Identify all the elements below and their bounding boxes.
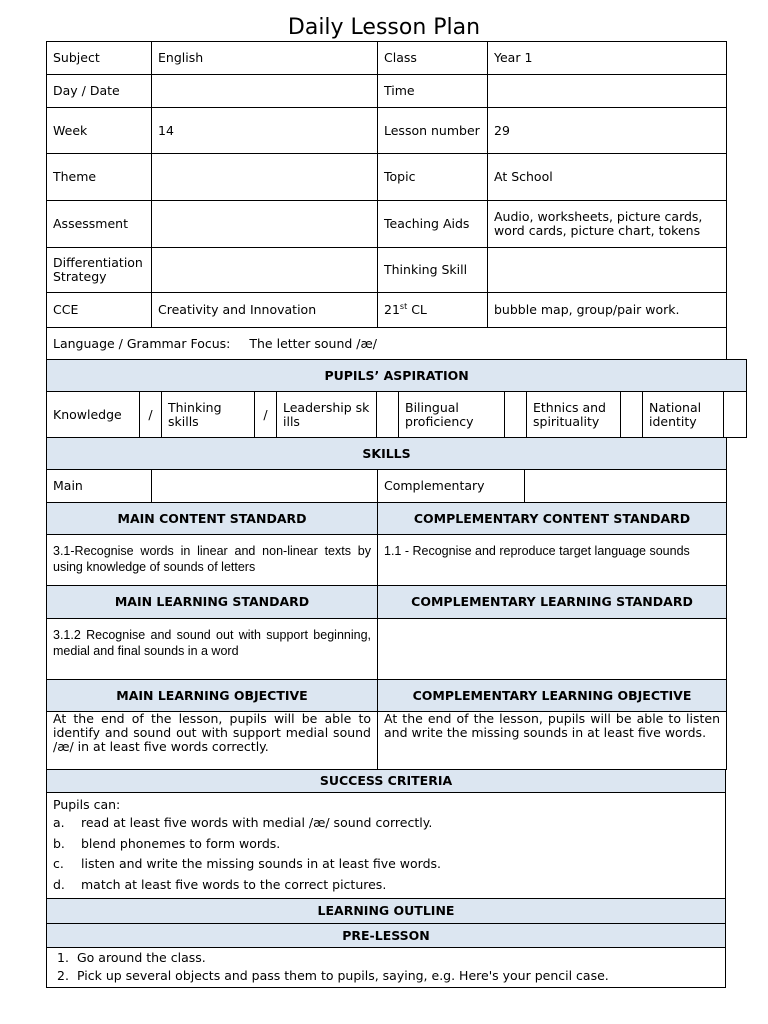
list-item [49,967,719,985]
thinking-skill-label: Thinking Skill [378,248,488,293]
success-criteria-intro: Pupils can: [53,797,121,812]
info-row-assessment [47,201,727,248]
complementary-content-standard-text: 1.1 - Recognise and reproduce target language sounds [378,535,727,586]
main-learning-objective-text: At the end of the lesson, pupils will be able to identify and sound out with support medial sound /æ/ in at least five words correctly. [47,712,378,770]
complementary-learning-standard-text [378,619,727,680]
date-label: Day / Date [47,75,152,108]
success-criteria-body [47,793,726,899]
list-item-text: match at least five words to the correct pictures. [81,876,387,892]
main-content-standard-text: 3.1-Recognise words in linear and non-linear texts by using knowledge of sounds of letters [47,535,378,586]
list-marker: c. [53,856,64,871]
theme-value [152,154,378,201]
list-item [53,854,719,875]
21st-cl-value: bubble map, group/pair work. [488,293,727,328]
pre-lesson-steps [49,949,719,985]
time-value [488,75,727,108]
list-item-text: blend phonemes to form words. [81,835,281,851]
cce-value: Creativity and Innovation [152,293,378,328]
subject-value: English [152,42,378,75]
aspiration-item-mark [724,392,747,438]
pre-lesson-heading: PRE-LESSON [47,924,726,948]
aspiration-item-label: Thinking skills [162,392,255,438]
main-learning-objective-heading: MAIN LEARNING OBJECTIVE [47,680,378,712]
cce-label: CCE [47,293,152,328]
list-item [53,813,719,834]
list-item [53,875,719,896]
list-item-text: read at least five words with medial /æ/ sound correctly. [81,815,433,830]
differentiation-value [152,248,378,293]
aspiration-item-label: National identity [643,392,724,438]
skills-heading: SKILLS [47,438,727,470]
lesson-number-value: 29 [488,108,727,154]
list-item-text: Pick up several objects and pass them to pupils, saying, e.g. Here's your pencil case. [77,968,609,983]
info-row-week [47,108,727,154]
info-row-differentiation [47,248,727,293]
class-label: Class [378,42,488,75]
grammar-focus [47,328,727,360]
date-value [152,75,378,108]
document-title: Daily Lesson Plan [287,15,481,40]
info-row-cce [47,293,727,328]
list-item [53,834,719,855]
success-criteria-list [53,813,719,895]
complementary-skill-value [525,470,727,503]
aspiration-table [46,359,747,438]
list-item-text: listen and write the missing sounds in at least five words. [81,856,441,871]
pupils-aspiration-heading: PUPILS’ ASPIRATION [47,360,747,392]
skills-row [47,470,727,503]
aspiration-item-mark: / [255,392,277,438]
aspiration-item-mark [621,392,643,438]
main-content-standard-heading: MAIN CONTENT STANDARD [47,503,378,535]
teaching-aids-label: Teaching Aids [378,201,488,248]
complementary-content-standard-heading: COMPLEMENTARY CONTENT STANDARD [378,503,727,535]
aspiration-item-mark [505,392,527,438]
standards-table [46,502,727,770]
grammar-focus-label: Language / Grammar Focus: [53,335,231,351]
topic-label: Topic [378,154,488,201]
aspiration-item-label: Ethnics and spirituality [527,392,621,438]
main-learning-standard-heading: MAIN LEARNING STANDARD [47,586,378,619]
theme-label: Theme [47,154,152,201]
subject-label: Subject [47,42,152,75]
info-row-date [47,75,727,108]
complementary-learning-standard-heading: COMPLEMENTARY LEARNING STANDARD [378,586,727,619]
complementary-skill-label: Complementary [378,470,525,503]
pre-lesson-body [47,948,726,988]
main-skill-label: Main [47,470,152,503]
lesson-plan-document [46,41,726,988]
success-criteria-table [46,769,726,899]
list-item [49,949,719,967]
teaching-aids-value: Audio, worksheets, picture cards, word cards, picture chart, tokens [488,201,727,248]
grammar-focus-value: The letter sound /æ/ [249,335,377,351]
list-marker: 2. [57,968,69,983]
info-row-subject [47,42,727,75]
list-marker: b. [53,835,65,851]
aspiration-item-label: Knowledge [47,392,140,438]
lesson-number-label: Lesson number [378,108,488,154]
main-skill-value [152,470,378,503]
success-criteria-heading: SUCCESS CRITERIA [47,770,726,793]
list-item-text: Go around the class. [77,950,206,965]
aspiration-row [47,392,747,438]
main-learning-standard-text: 3.1.2 Recognise and sound out with support beginning, medial and final sounds in a word [47,619,378,680]
topic-value: At School [488,154,727,201]
info-row-theme [47,154,727,201]
assessment-label: Assessment [47,201,152,248]
time-label: Time [378,75,488,108]
learning-outline-table [46,898,726,988]
list-marker: 1. [57,950,69,965]
thinking-skill-value [488,248,727,293]
lesson-info-table [46,41,727,360]
aspiration-item-label: Leadership skills [277,392,377,438]
aspiration-item-label: Bilingual proficiency [399,392,505,438]
complementary-learning-objective-heading: COMPLEMENTARY LEARNING OBJECTIVE [378,680,727,712]
info-row-grammar-focus [47,328,727,360]
learning-outline-heading: LEARNING OUTLINE [47,899,726,924]
skills-table [46,437,727,503]
aspiration-item-mark: / [140,392,162,438]
differentiation-label: Differentiation Strategy [47,248,152,293]
aspiration-item-mark [377,392,399,438]
list-marker: a. [53,815,65,830]
class-value: Year 1 [488,42,727,75]
list-marker: d. [53,876,65,892]
complementary-learning-objective-text: At the end of the lesson, pupils will be able to listen and write the missing sounds in at least five words. [378,712,727,770]
week-label: Week [47,108,152,154]
week-value: 14 [152,108,378,154]
21st-cl-label: 21st CL [378,293,488,328]
assessment-value [152,201,378,248]
